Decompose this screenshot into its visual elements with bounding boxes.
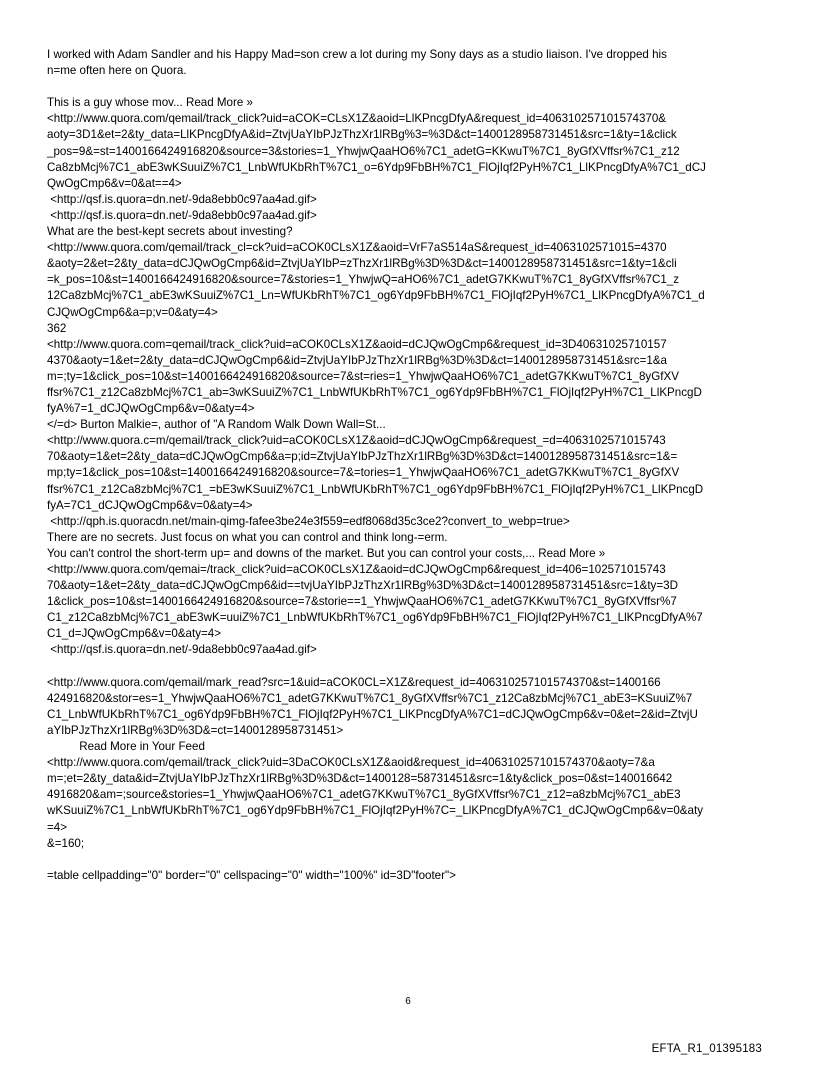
text-line: wKSuuiZ%7C1_LnbWfUKbRhT%7C1_og6Ydp9FbBH%7C1_FlOjIqf2PyH%7C=_LlKPncgDfyA%7C1_dCJQwOgCmp6&v=0&aty [47,804,704,818]
text-line: C1_LnbWfUKbRhT%7C1_og6Ydp9FbBH%7C1_FlOjIqf2PyH%7C1_LlKPncgDfyA%7C1=dCJQwOgCmp6&v=0&et=2&id=ZtvjU [47,707,698,721]
text-line: <http://www.quora.c=m/qemail/track_click?uid=aCOK0CLsX1Z&aoid=dCJQwOgCmp6&request_=d=4063102571015743 [47,434,666,448]
text-line: &aoty=2&et=2&ty_data=dCJQwOgCmp6&id=ZtvjUaYIbP=zThzXr1lRBg%3D%3D&ct=1400128958731451&src=1&ty=1&cli [47,257,677,271]
text-line: </=d> Burton Malkie=, author of "A Random Walk Down Wall=St... [47,418,386,432]
text-line: =4> [47,820,67,834]
text-line: =k_pos=10&st=1400166424916820&source=7&stories=1_YhwjwQ=aHO6%7C1_adetG7KKwuT%7C1_8yGfXVffsr%7C1_z [47,273,680,287]
text-line: fyA=7C1_dCJQwOgCmp6&v=0&aty=4> [47,498,253,512]
text-line: m=;ty=1&click_pos=10&st=1400166424916820&source=7&st=ries=1_YhwjwQaaHO6%7C1_adetG7KKwuT%7C1_8yGfXV [47,369,679,383]
text-line: ffsr%7C1_z12Ca8zbMcj%7C1_ab=3wKSuuiZ%7C1_LnbWfUKbRhT%7C1_og6Ydp9FbBH%7C1_FlOjIqf2PyH%7C1_LlKPncgD [47,385,702,399]
page-number: 6 [405,996,411,1007]
text-line: <http://www.quora.com/qemail/track_click?uid=3DaCOK0CLsX1Z&aoid&request_id=406310257101574370&aoty=7&a [47,756,655,770]
text-line: aYIbPJzThzXr1lRBg%3D%3D&=ct=1400128958731451> [47,723,344,737]
text-line: 12Ca8zbMcj%7C1_abE3wKSuuiZ%7C1_Ln=WfUKbRhT%7C1_og6Ydp9FbBH%7C1_FlOjIqf2PyH%7C1_LlKPncgDfyA%7C1_d [47,289,705,303]
text-line: CJQwOgCmp6&a=p;v=0&aty=4> [47,305,218,319]
text-line: QwOgCmp6&v=0&at==4> [47,176,182,190]
text-line: Ca8zbMcj%7C1_abE3wKSuuiZ%7C1_LnbWfUKbRhT%7C1_o=6Ydp9FbBH%7C1_FlOjIqf2PyH%7C1_LlKPncgDfyA%7C1_dCJ [47,160,706,174]
text-line: m=;et=2&ty_data&id=ZtvjUaYIbPJzThzXr1lRBg%3D%3D&ct=1400128=58731451&src=1&ty&click_pos=0&st=140016642 [47,772,673,786]
text-line: mp;ty=1&click_pos=10&st=1400166424916820&source=7&=tories=1_YhwjwQaaHO6%7C1_adetG7KKwuT%7C1_8yGfXV [47,466,680,480]
text-line: n=me often here on Quora. [47,64,187,78]
text-line: 70&aoty=1&et=2&ty_data=dCJQwOgCmp6&id==tvjUaYIbPJzThzXr1lRBg%3D%3D&ct=1400128958731451&src=1&ty=3D [47,579,678,593]
text-line: 1&click_pos=10&st=1400166424916820&source=7&storie==1_YhwjwQaaHO6%7C1_adetG7KKwuT%7C1_8yGfXVffsr%7 [47,595,677,609]
text-line: aoty=3D1&et=2&ty_data=LlKPncgDfyA&id=ZtvjUaYIbPJzThzXr1lRBg%3=%3D&ct=1400128958731451&src=1&ty=1&click [47,128,677,142]
text-line: <http://qsf.is.quora=dn.net/-9da8ebb0c97aa4ad.gif> [47,643,317,657]
text-line: 4916820&am=;source&stories=1_YhwjwQaaHO6%7C1_adetG7KKwuT%7C1_8yGfXVffsr%7C1_z12=a8zbMcj%7C1_abE3 [47,788,681,802]
text-line [47,659,777,675]
text-line: <http://qsf.is.quora=dn.net/-9da8ebb0c97aa4ad.gif> [47,208,317,222]
text-line: <http://www.quora.com/qemail/track_cl=ck?uid=aCOK0CLsX1Z&aoid=VrF7aS514aS&request_id=4063102571015=4370 [47,241,667,255]
text-line: 424916820&stor=es=1_YhwjwQaaHO6%7C1_adetG7KKwuT%7C1_8yGfXVffsr%7C1_z12Ca8zbMcj%7C1_abE3=KSuuiZ%7 [47,691,693,705]
text-line: <http://www.quora.com/qemail/track_click?uid=aCOK=CLsX1Z&aoid=LlKPncgDfyA&request_id=406310257101574370& [47,112,667,126]
text-line: There are no secrets. Just focus on what you can control and think long-=erm. [47,530,448,544]
text-line [47,79,777,95]
document-id: EFTA_R1_01395183 [651,1043,762,1055]
text-line: <http://www.quora.com/qemail/mark_read?src=1&uid=aCOK0CL=X1Z&request_id=406310257101574370&st=1400166 [47,675,661,689]
text-line: &=160; [47,836,85,850]
text-line: What are the best-kept secrets about investing? [47,225,293,239]
text-line: 4370&aoty=1&et=2&ty_data=dCJQwOgCmp6&id=ZtvjUaYIbPJzThzXr1lRBg%3D%3D&ct=1400128958731451&src=1&a [47,353,667,367]
text-line: <http://www.quora.com/qemai=/track_click?uid=aCOK0CLsX1Z&aoid=dCJQwOgCmp6&request_id=406=102571015743 [47,563,666,576]
text-line: I worked with Adam Sandler and his Happy Mad=son crew a lot during my Sony days as a studio liaison. I've dropped his [47,48,667,61]
text-line [47,852,777,868]
text-line: _pos=9&=st=1400166424916820&source=3&stories=1_YhwjwQaaHO6%7C1_adetG=KKwuT%7C1_8yGfXVffsr%7C1_z12 [47,144,680,158]
text-line: =table cellpadding="0" border="0" cellspacing="0" width="100%" id=3D"footer"> [47,868,456,882]
text-line: 70&aoty=1&et=2&ty_data=dCJQwOgCmp6&a=p;id=ZtvjUaYIbPJzThzXr1lRBg%3D%3D&ct=1400128958731451&src=1&= [47,450,678,464]
document-body [47,47,777,884]
text-line: C1_z12Ca8zbMcj%7C1_abE3wK=uuiZ%7C1_LnbWfUKbRhT%7C1_og6Ydp9FbBH%7C1_FlOjIqf2PyH%7C1_LlKPncgDfyA%7 [47,611,703,625]
text-line: This is a guy whose mov... Read More » [47,96,253,110]
text-line: fyA%7=1_dCJQwOgCmp6&v=0&aty=4> [47,402,255,416]
text-line: <http://www.quora.com=qemail/track_click?uid=aCOK0CLsX1Z&aoid=dCJQwOgCmp6&request_id=3D40631025710157 [47,337,667,351]
text-line: ffsr%7C1_z12Ca8zbMcj%7C1_=bE3wKSuuiZ%7C1_LnbWfUKbRhT%7C1_og6Ydp9FbBH%7C1_FlOjIqf2PyH%7C1_LlKPncgD [47,482,704,496]
text-line: <http://qsf.is.quora=dn.net/-9da8ebb0c97aa4ad.gif> [47,192,317,206]
text-line: <http://qph.is.quoracdn.net/main-qimg-fafee3be24e3f559=edf8068d35c3ce2?convert_to_webp=true> [47,514,570,528]
text-line: C1_d=JQwOgCmp6&v=0&aty=4> [47,627,222,641]
text-line: 362 [47,321,67,335]
text-line: You can't control the short-term up= and downs of the market. But you can control your costs,... Read More » [47,546,606,560]
text-line: Read More in Your Feed [47,740,205,754]
